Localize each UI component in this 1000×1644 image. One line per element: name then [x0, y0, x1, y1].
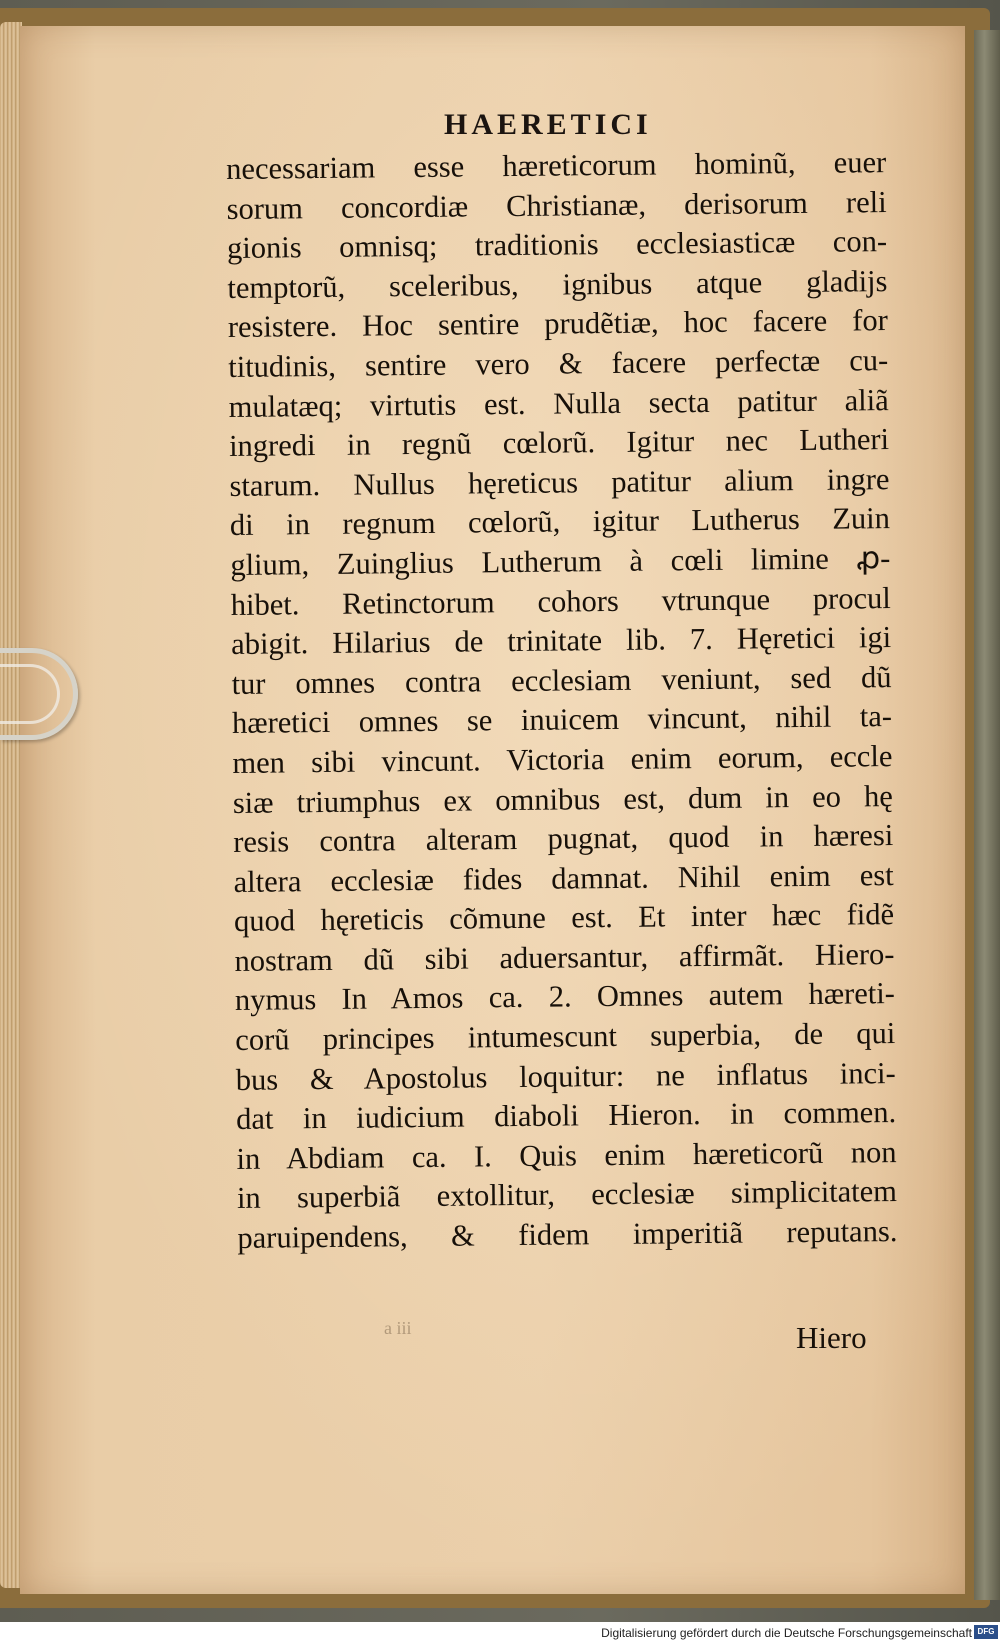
- text-line: sorum concordiæ Christianæ, derisorum reli: [226, 184, 887, 226]
- text-line: paruipendens, & fidem imperitiã reputans.: [237, 1214, 898, 1255]
- catchword: Hiero: [796, 1320, 867, 1355]
- text-line: starum. Nullus hęreticus patitur alium ingre: [229, 461, 890, 503]
- dfg-logo: DFG: [974, 1625, 998, 1639]
- text-line: corũ principes intumescunt superbia, de qui: [235, 1016, 896, 1058]
- text-line: titudinis, sentire vero & facere perfectæ cu-: [228, 343, 889, 384]
- text-line: resis contra alteram pugnat, quod in hæresi: [233, 818, 894, 860]
- text-line: gionis omnisq; traditionis ecclesiasticæ con-: [226, 224, 888, 266]
- text-line: in Abdiam ca. I. Quis enim hæreticorũ non: [236, 1134, 897, 1176]
- book-cover-edge: [974, 30, 1000, 1600]
- text-line: quod hęreticis cõmune est. Et inter hæc fidẽ: [233, 897, 895, 939]
- body-text: [226, 143, 918, 1259]
- text-line: hæretici omnes se inuicem vincunt, nihil ta-: [231, 699, 893, 741]
- paper-clip-inner: [0, 664, 60, 724]
- text-line: temptorũ, sceleribus, ignibus atque gladijs: [227, 263, 888, 305]
- funding-note: Digitalisierung gefördert durch die Deutsche Forschungsgemeinschaft: [601, 1626, 972, 1640]
- text-line: mulatæq; virtutis est. Nulla secta patitur aliã: [228, 382, 889, 424]
- text-line: tur omnes contra ecclesiam veniunt, sed dũ: [231, 659, 892, 701]
- text-line: siæ triumphus ex omnibus est, dum in eo hę: [232, 778, 893, 820]
- text-line: necessariam esse hæreticorum hominũ, euer: [226, 145, 887, 186]
- text-line: ingredi in regnũ cœlorũ. Igitur nec Lutheri: [228, 422, 890, 464]
- text-line: men sibi vincunt. Victoria enim eorum, eccle: [232, 738, 893, 780]
- text-line: glium, Zuinglius Lutherum à cœli limine ꝓ-: [230, 541, 891, 582]
- text-line: abigit. Hilarius de trinitate lib. 7. Hęretici igi: [230, 620, 892, 662]
- running-head: HAERETICI: [444, 108, 652, 141]
- text-line: hibet. Retinctorum cohors vtrunque procul: [230, 580, 891, 622]
- text-line: in superbiã extollitur, ecclesiæ simplicitatem: [236, 1174, 898, 1216]
- text-line: resistere. Hoc sentire prudẽtiæ, hoc facere for: [227, 303, 888, 345]
- signature-mark: a iii: [384, 1318, 412, 1338]
- text-line: nymus In Amos ca. 2. Omnes autem hæreti-: [234, 976, 896, 1018]
- text-line: altera ecclesiæ fides damnat. Nihil enim est: [233, 857, 894, 899]
- text-line: dat in iudicium diaboli Hieron. in commen.: [235, 1095, 897, 1137]
- text-line: bus & Apostolus loquitur: ne inflatus inci-: [235, 1055, 896, 1097]
- text-line: di in regnum cœlorũ, igitur Lutherus Zuin: [229, 501, 891, 543]
- text-line: nostram dũ sibi aduersantur, affirmãt. Hiero-: [234, 936, 895, 978]
- page-edges: [0, 22, 22, 1588]
